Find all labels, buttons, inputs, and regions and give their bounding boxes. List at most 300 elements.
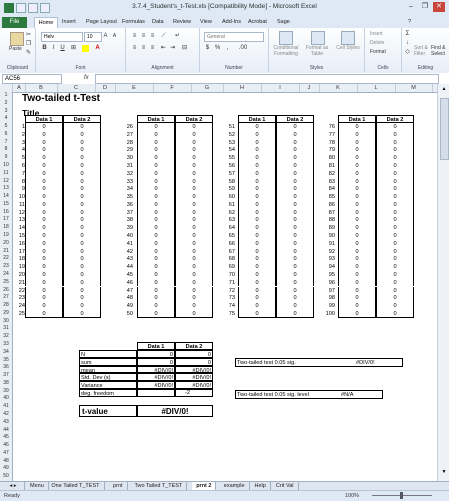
column-header-b[interactable]: B	[25, 84, 58, 92]
data1-cell[interactable]: 0	[25, 193, 63, 201]
data2-cell[interactable]: 0	[376, 263, 414, 271]
data2-cell[interactable]: 0	[63, 139, 101, 147]
row-header[interactable]: 26	[3, 286, 9, 293]
merge-center-icon[interactable]: ⊟	[181, 45, 188, 51]
row-header[interactable]: 37	[3, 372, 9, 379]
row-header[interactable]: 17	[3, 216, 9, 223]
data1-cell[interactable]: 0	[238, 248, 276, 256]
data2-cell[interactable]: 0	[63, 263, 101, 271]
data2-cell[interactable]: 0	[175, 287, 213, 295]
tab-page-layout[interactable]: Page Layout	[86, 19, 117, 25]
data2-cell[interactable]: 0	[63, 310, 101, 318]
row-header[interactable]: 27	[3, 294, 9, 301]
data1-cell[interactable]: 0	[25, 255, 63, 263]
row-header[interactable]: 4	[4, 115, 8, 122]
data1-cell[interactable]: 0	[338, 224, 376, 232]
data2-cell[interactable]: 0	[376, 209, 414, 217]
data2-cell[interactable]: 0	[276, 185, 314, 193]
column-header-c[interactable]: C	[57, 84, 96, 92]
data1-cell[interactable]: 0	[338, 287, 376, 295]
format-painter-icon[interactable]: ✎	[25, 50, 32, 56]
data1-cell[interactable]: 0	[238, 162, 276, 170]
data2-cell[interactable]: 0	[175, 232, 213, 240]
row-header[interactable]: 32	[3, 333, 9, 340]
row-header[interactable]: 36	[3, 364, 9, 371]
data2-cell[interactable]: 0	[63, 146, 101, 154]
row-header[interactable]: 31	[3, 325, 9, 332]
data1-cell[interactable]: 0	[137, 123, 175, 131]
row-header[interactable]: 42	[3, 410, 9, 417]
data1-cell[interactable]: 0	[137, 201, 175, 209]
wrap-text-icon[interactable]: ↵	[174, 33, 181, 39]
data1-cell[interactable]: 0	[25, 248, 63, 256]
data1-cell[interactable]: 0	[238, 123, 276, 131]
data1-cell[interactable]: 0	[25, 232, 63, 240]
column-header-i[interactable]: I	[261, 84, 300, 92]
row-header[interactable]: 15	[3, 200, 9, 207]
data2-cell[interactable]: 0	[276, 240, 314, 248]
data2-cell[interactable]: 0	[276, 209, 314, 217]
row-header[interactable]: 25	[3, 278, 9, 285]
data2-cell[interactable]: 0	[376, 271, 414, 279]
row-header[interactable]: 1	[4, 92, 8, 98]
data2-cell[interactable]: 0	[376, 224, 414, 232]
data2-cell[interactable]: 0	[175, 209, 213, 217]
data1-cell[interactable]: 0	[25, 224, 63, 232]
row-header[interactable]: 24	[3, 270, 9, 277]
data2-cell[interactable]: 0	[376, 279, 414, 287]
data2-cell[interactable]: 0	[63, 302, 101, 310]
align-bottom-icon[interactable]: ≡	[150, 33, 155, 39]
data2-cell[interactable]: 0	[175, 279, 213, 287]
data2-cell[interactable]: 0	[175, 216, 213, 224]
data2-cell[interactable]: 0	[63, 216, 101, 224]
tab-view[interactable]: View	[200, 19, 212, 25]
close-button[interactable]: ✕	[433, 2, 445, 12]
data1-cell[interactable]: 0	[338, 232, 376, 240]
data2-cell[interactable]: 0	[175, 131, 213, 139]
row-header[interactable]: 48	[3, 457, 9, 464]
sheet-tab[interactable]: Crit Val	[272, 482, 299, 490]
scroll-down-icon[interactable]: ▼	[441, 469, 447, 475]
conditional-formatting-button[interactable]: Conditional Formatting	[273, 45, 299, 57]
find-select-button[interactable]: Find & Select	[431, 45, 446, 57]
row-header[interactable]: 46	[3, 442, 9, 449]
row-header[interactable]: 9	[4, 154, 8, 161]
row-header[interactable]: 20	[3, 239, 9, 246]
data2-cell[interactable]: 0	[376, 139, 414, 147]
row-header[interactable]: 50	[3, 473, 9, 480]
row-header[interactable]: 2	[4, 99, 8, 106]
data2-cell[interactable]: 0	[376, 248, 414, 256]
data1-cell[interactable]: 0	[338, 216, 376, 224]
data1-cell[interactable]: 0	[238, 302, 276, 310]
data2-cell[interactable]: 0	[376, 185, 414, 193]
underline-icon[interactable]: U	[60, 45, 65, 51]
data1-cell[interactable]: 0	[238, 216, 276, 224]
tab-home[interactable]: Home	[34, 17, 58, 29]
data2-cell[interactable]: 0	[175, 271, 213, 279]
data2-cell[interactable]: 0	[175, 162, 213, 170]
row-header[interactable]: 12	[3, 177, 9, 184]
comma-button[interactable]: ,	[226, 45, 229, 51]
data1-cell[interactable]: 0	[338, 185, 376, 193]
row-header[interactable]: 10	[3, 162, 9, 169]
cell-styles-icon[interactable]	[341, 31, 355, 45]
data2-cell[interactable]: 0	[175, 302, 213, 310]
data1-cell[interactable]: 0	[137, 310, 175, 318]
column-header-d[interactable]: D	[95, 84, 116, 92]
data2-cell[interactable]: 0	[376, 178, 414, 186]
data1-cell[interactable]: 0	[137, 146, 175, 154]
data1-cell[interactable]: 0	[238, 139, 276, 147]
data2-cell[interactable]: 0	[63, 287, 101, 295]
decrease-indent-icon[interactable]: ⇤	[160, 45, 167, 51]
sheet-tab[interactable]: Menu	[26, 482, 49, 490]
data1-cell[interactable]: 0	[137, 139, 175, 147]
row-header[interactable]: 3	[4, 107, 8, 114]
data2-cell[interactable]: 0	[63, 185, 101, 193]
row-header[interactable]: 18	[3, 224, 9, 231]
sheet-tab[interactable]: example	[220, 482, 250, 490]
column-header-e[interactable]: E	[115, 84, 154, 92]
align-left-icon[interactable]: ≡	[132, 45, 137, 51]
data1-cell[interactable]: 0	[137, 178, 175, 186]
conditional-formatting-icon[interactable]	[279, 31, 293, 45]
data2-cell[interactable]: 0	[175, 201, 213, 209]
data1-cell[interactable]: 0	[238, 146, 276, 154]
data1-cell[interactable]: 0	[338, 271, 376, 279]
data2-cell[interactable]: 0	[175, 193, 213, 201]
align-right-icon[interactable]: ≡	[150, 45, 155, 51]
data2-cell[interactable]: 0	[63, 131, 101, 139]
row-header[interactable]: 6	[4, 130, 8, 137]
data2-cell[interactable]: 0	[276, 216, 314, 224]
data2-cell[interactable]: 0	[175, 310, 213, 318]
data1-cell[interactable]: 0	[25, 170, 63, 178]
percent-button[interactable]: %	[214, 45, 221, 51]
data2-cell[interactable]: 0	[175, 178, 213, 186]
data1-cell[interactable]: 0	[338, 294, 376, 302]
data1-cell[interactable]: 0	[25, 294, 63, 302]
data1-cell[interactable]: 0	[25, 162, 63, 170]
help-icon[interactable]: ?	[408, 19, 412, 25]
row-header[interactable]: 34	[3, 348, 9, 355]
row-header[interactable]: 7	[4, 138, 8, 145]
column-header-g[interactable]: G	[191, 84, 224, 92]
data2-cell[interactable]: 0	[63, 209, 101, 217]
data1-cell[interactable]: 0	[338, 193, 376, 201]
select-all-corner[interactable]	[0, 84, 13, 92]
data2-cell[interactable]: 0	[376, 193, 414, 201]
minimize-button[interactable]: –	[409, 3, 413, 10]
row-header[interactable]: 8	[4, 146, 8, 153]
data2-cell[interactable]: 0	[276, 279, 314, 287]
currency-icon[interactable]: $	[205, 45, 210, 51]
row-header[interactable]: 14	[3, 193, 9, 200]
data2-cell[interactable]: 0	[276, 193, 314, 201]
data2-cell[interactable]: 0	[175, 240, 213, 248]
data2-cell[interactable]: 0	[63, 248, 101, 256]
data2-cell[interactable]: 0	[276, 201, 314, 209]
tab-review[interactable]: Review	[173, 19, 192, 25]
data2-cell[interactable]: 0	[175, 154, 213, 162]
font-color-icon[interactable]: A	[95, 45, 100, 51]
insert-cells-button[interactable]: Insert	[370, 31, 383, 37]
data2-cell[interactable]: 0	[175, 185, 213, 193]
scroll-up-icon[interactable]: ▲	[441, 86, 447, 92]
data1-cell[interactable]: 0	[338, 123, 376, 131]
data1-cell[interactable]: 0	[238, 271, 276, 279]
column-header-l[interactable]: L	[357, 84, 396, 92]
data1-cell[interactable]: 0	[338, 131, 376, 139]
data2-cell[interactable]: 0	[376, 287, 414, 295]
data2-cell[interactable]: 0	[376, 255, 414, 263]
data1-cell[interactable]: 0	[25, 123, 63, 131]
data1-cell[interactable]: 0	[137, 263, 175, 271]
tab-insert[interactable]: Insert	[62, 19, 76, 25]
data2-cell[interactable]: 0	[276, 287, 314, 295]
row-header[interactable]: 11	[3, 169, 9, 176]
data2-cell[interactable]: 0	[63, 279, 101, 287]
worksheet[interactable]	[13, 92, 436, 481]
data2-cell[interactable]: 0	[376, 310, 414, 318]
data2-cell[interactable]: 0	[63, 123, 101, 131]
data1-cell[interactable]: 0	[338, 248, 376, 256]
data2-cell[interactable]: 0	[376, 240, 414, 248]
data1-cell[interactable]: 0	[238, 294, 276, 302]
data1-cell[interactable]: 0	[338, 201, 376, 209]
data2-cell[interactable]: 0	[276, 248, 314, 256]
data1-cell[interactable]: 0	[25, 154, 63, 162]
data1-cell[interactable]: 0	[137, 224, 175, 232]
data2-cell[interactable]: 0	[376, 146, 414, 154]
fill-color-icon[interactable]	[82, 45, 89, 52]
data1-cell[interactable]: 0	[238, 193, 276, 201]
data1-cell[interactable]: 0	[338, 310, 376, 318]
tab-add-ins[interactable]: Add-Ins	[222, 19, 241, 25]
row-header[interactable]: 47	[3, 449, 9, 456]
data1-cell[interactable]: 0	[137, 154, 175, 162]
data2-cell[interactable]: 0	[63, 170, 101, 178]
row-header[interactable]: 41	[3, 403, 9, 410]
data1-cell[interactable]: 0	[238, 224, 276, 232]
data2-cell[interactable]: 0	[376, 201, 414, 209]
sheet-tab[interactable]: Help	[251, 482, 271, 490]
data1-cell[interactable]: 0	[25, 287, 63, 295]
data2-cell[interactable]: 0	[63, 178, 101, 186]
data2-cell[interactable]: 0	[376, 302, 414, 310]
data2-cell[interactable]: 0	[276, 154, 314, 162]
data1-cell[interactable]: 0	[338, 255, 376, 263]
row-header[interactable]: 30	[3, 317, 9, 324]
data1-cell[interactable]: 0	[238, 170, 276, 178]
data1-cell[interactable]: 0	[25, 131, 63, 139]
data1-cell[interactable]: 0	[137, 216, 175, 224]
paste-button[interactable]: Paste	[9, 46, 22, 52]
data1-cell[interactable]: 0	[137, 232, 175, 240]
data1-cell[interactable]: 0	[137, 240, 175, 248]
data2-cell[interactable]: 0	[63, 294, 101, 302]
data1-cell[interactable]: 0	[137, 248, 175, 256]
data1-cell[interactable]: 0	[25, 185, 63, 193]
data1-cell[interactable]: 0	[238, 263, 276, 271]
data1-cell[interactable]: 0	[338, 302, 376, 310]
row-header[interactable]: 16	[3, 208, 9, 215]
data2-cell[interactable]: 0	[376, 216, 414, 224]
data1-cell[interactable]: 0	[25, 302, 63, 310]
row-header[interactable]: 5	[4, 123, 8, 130]
data1-cell[interactable]: 0	[338, 209, 376, 217]
fx-icon[interactable]: fx	[84, 75, 89, 81]
tab-file[interactable]: File	[2, 17, 27, 28]
align-middle-icon[interactable]: ≡	[141, 33, 146, 39]
data1-cell[interactable]: 0	[238, 287, 276, 295]
data1-cell[interactable]: 0	[25, 139, 63, 147]
vertical-scrollbar[interactable]	[437, 84, 449, 481]
row-header[interactable]: 43	[3, 418, 9, 425]
data2-cell[interactable]: 0	[175, 139, 213, 147]
align-center-icon[interactable]: ≡	[141, 45, 146, 51]
row-header[interactable]: 29	[3, 309, 9, 316]
shrink-font-icon[interactable]: A	[112, 33, 117, 39]
data2-cell[interactable]: 0	[376, 170, 414, 178]
sort-filter-button[interactable]: Sort & Filter	[414, 45, 428, 57]
data2-cell[interactable]: 0	[63, 271, 101, 279]
align-top-icon[interactable]: ≡	[132, 33, 137, 39]
data2-cell[interactable]: 0	[276, 162, 314, 170]
fill-icon[interactable]: ↓	[406, 40, 409, 46]
column-header-f[interactable]: F	[153, 84, 192, 92]
borders-icon[interactable]: ⊞	[70, 45, 77, 51]
autosum-icon[interactable]: Σ	[405, 31, 410, 37]
format-cells-button[interactable]: Format	[370, 49, 386, 55]
row-header[interactable]: 44	[3, 426, 9, 433]
data2-cell[interactable]: 0	[175, 248, 213, 256]
data1-cell[interactable]: 0	[338, 240, 376, 248]
row-header[interactable]: 35	[3, 356, 9, 363]
data2-cell[interactable]: 0	[376, 162, 414, 170]
data2-cell[interactable]: 0	[175, 224, 213, 232]
data1-cell[interactable]: 0	[338, 279, 376, 287]
data1-cell[interactable]: 0	[25, 279, 63, 287]
tab-formulas[interactable]: Formulas	[122, 19, 145, 25]
data2-cell[interactable]: 0	[63, 193, 101, 201]
zoom-thumb[interactable]	[400, 492, 403, 499]
data1-cell[interactable]: 0	[238, 279, 276, 287]
data1-cell[interactable]: 0	[25, 216, 63, 224]
data2-cell[interactable]: 0	[376, 123, 414, 131]
data2-cell[interactable]: 0	[276, 123, 314, 131]
tab-data[interactable]: Data	[152, 19, 164, 25]
data1-cell[interactable]: 0	[25, 240, 63, 248]
sheet-nav-icons[interactable]: ◂ ▸	[2, 482, 25, 490]
column-header-j[interactable]: J	[299, 84, 320, 92]
format-as-table-icon[interactable]	[311, 31, 325, 45]
bold-icon[interactable]: B	[42, 45, 47, 51]
sheet-tab[interactable]: Two Tailed T_TEST	[131, 482, 188, 490]
row-header[interactable]: 40	[3, 395, 9, 402]
data1-cell[interactable]: 0	[137, 255, 175, 263]
data1-cell[interactable]: 0	[238, 185, 276, 193]
data1-cell[interactable]: 0	[338, 263, 376, 271]
data2-cell[interactable]: 0	[276, 224, 314, 232]
cut-icon[interactable]: ✂	[25, 32, 32, 38]
data1-cell[interactable]: 0	[137, 162, 175, 170]
sheet-tab[interactable]: prnt 2	[192, 482, 216, 490]
sheet-tab[interactable]: prnt	[109, 482, 127, 490]
italic-icon[interactable]: I	[52, 45, 55, 51]
grow-font-icon[interactable]: A	[103, 33, 108, 39]
data1-cell[interactable]: 0	[338, 178, 376, 186]
data1-cell[interactable]: 0	[137, 287, 175, 295]
data1-cell[interactable]: 0	[137, 131, 175, 139]
data2-cell[interactable]: 0	[175, 294, 213, 302]
data2-cell[interactable]: 0	[276, 310, 314, 318]
name-box[interactable]: AC56	[2, 74, 62, 84]
data2-cell[interactable]: 0	[376, 154, 414, 162]
data1-cell[interactable]: 0	[338, 162, 376, 170]
delete-cells-button[interactable]: Delete	[370, 40, 385, 46]
restore-button[interactable]: ❐	[421, 3, 429, 10]
data2-cell[interactable]: 0	[63, 224, 101, 232]
data2-cell[interactable]: 0	[376, 131, 414, 139]
row-header[interactable]: 22	[3, 255, 9, 262]
row-header[interactable]: 49	[3, 465, 9, 472]
data2-cell[interactable]: 0	[276, 139, 314, 147]
column-header-k[interactable]: K	[319, 84, 358, 92]
data2-cell[interactable]: 0	[276, 271, 314, 279]
row-header[interactable]: 19	[3, 232, 9, 239]
increase-indent-icon[interactable]: ⇥	[169, 45, 176, 51]
row-header[interactable]: 13	[3, 185, 9, 192]
data1-cell[interactable]: 0	[137, 170, 175, 178]
data2-cell[interactable]: 0	[376, 232, 414, 240]
data1-cell[interactable]: 0	[338, 154, 376, 162]
zoom-level[interactable]: 100%	[345, 493, 360, 499]
data1-cell[interactable]: 0	[338, 139, 376, 147]
data1-cell[interactable]: 0	[238, 178, 276, 186]
data2-cell[interactable]: 0	[63, 232, 101, 240]
row-header[interactable]: 45	[3, 434, 9, 441]
cell-styles-button[interactable]: Cell Styles	[336, 45, 360, 51]
copy-icon[interactable]: ❐	[25, 41, 32, 47]
data1-cell[interactable]: 0	[338, 146, 376, 154]
data2-cell[interactable]: 0	[276, 146, 314, 154]
data2-cell[interactable]: 0	[63, 240, 101, 248]
row-header[interactable]: 28	[3, 302, 9, 309]
data1-cell[interactable]: 0	[137, 209, 175, 217]
data2-cell[interactable]: 0	[63, 154, 101, 162]
data1-cell[interactable]: 0	[137, 193, 175, 201]
data1-cell[interactable]: 0	[137, 302, 175, 310]
data1-cell[interactable]: 0	[25, 146, 63, 154]
row-header[interactable]: 33	[3, 340, 9, 347]
data1-cell[interactable]: 0	[238, 201, 276, 209]
data1-cell[interactable]: 0	[25, 310, 63, 318]
data2-cell[interactable]: 0	[63, 201, 101, 209]
data1-cell[interactable]: 0	[238, 131, 276, 139]
font-size-select[interactable]: 10	[84, 32, 102, 42]
data2-cell[interactable]: 0	[276, 170, 314, 178]
data1-cell[interactable]: 0	[238, 232, 276, 240]
column-header-a[interactable]: A	[13, 84, 26, 92]
data2-cell[interactable]: 0	[376, 294, 414, 302]
data2-cell[interactable]: 0	[63, 255, 101, 263]
sheet-tab[interactable]: One Tailed T_TEST	[47, 482, 104, 490]
data1-cell[interactable]: 0	[25, 178, 63, 186]
data1-cell[interactable]: 0	[25, 263, 63, 271]
